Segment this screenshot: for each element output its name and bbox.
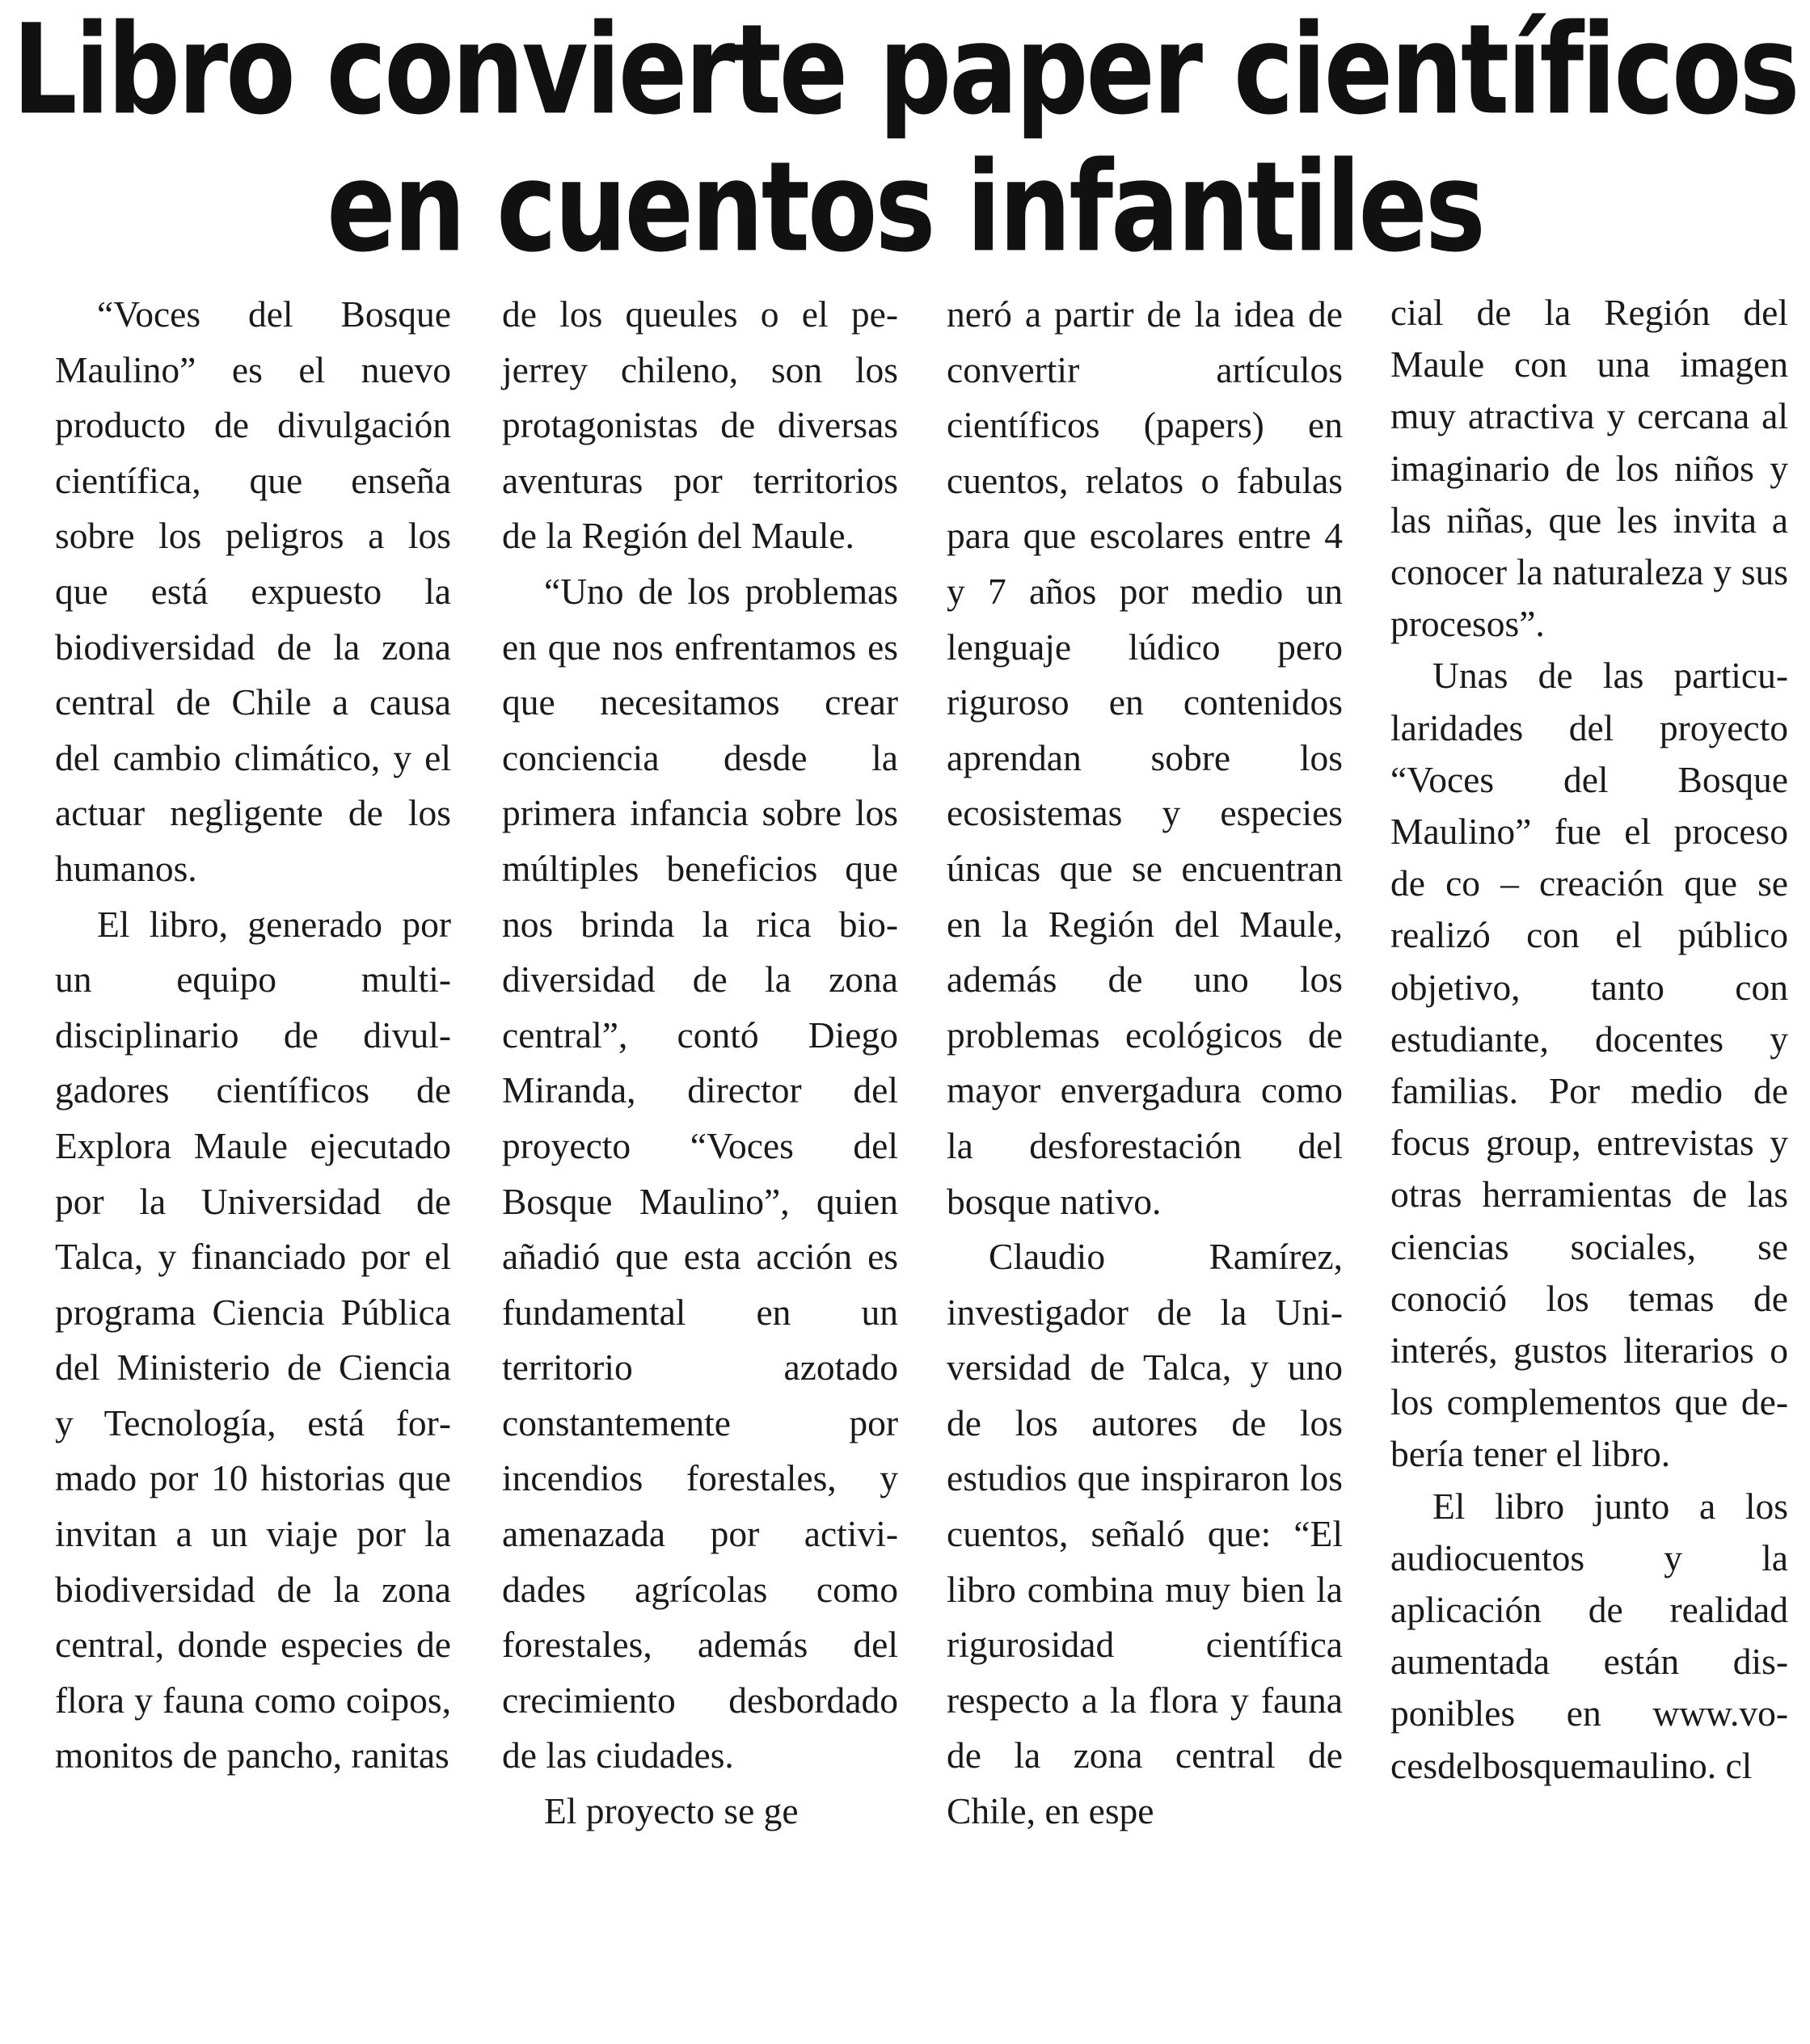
paragraph: El proyecto se ge <box>544 1790 799 1832</box>
paragraph: El libro, generado por un equipo multidisciplinario de divulgadores científicos de Explora Maule ejecutado por la Universidad de Talca, y financiado por el programa Ciencia Pública del Ministerio de Ciencia y Tecnología, está formado por 10 historias que invitan a un viaje por la biodiversidad de la zona central, donde especies de flora y fauna como coipos, monitos de pancho, ranitas <box>55 903 451 1776</box>
paragraph: Unas de las particularidades del proyecto “Voces del Bosque Maulino” fue el proceso de co – creación que se realizó con el público objetivo, tanto con estudiante, docentes y familias. Por medio de focus group, entrevistas y otras herramientas de las ciencias sociales, se conoció los temas de interés, gustos literarios o los complementos que debería tener el libro. <box>1390 655 1788 1475</box>
paragraph: de los queules o el pejerrey chileno, son los protagonistas de diversas aventuras por territorios de la Región del Maule. <box>502 293 898 557</box>
paragraph: El libro junto a los audiocuentos y la aplicación de realidad aumentada están disponibles en www.vocesdelbosquemaulino. cl <box>1390 1485 1788 1786</box>
paragraph: Claudio Ramírez, investigador de la Universidad de Talca, y uno de los autores de los estudios que inspiraron los cuentos, señaló que: “El libro combina muy bien la rigurosidad científica respecto a la flora y fauna de la zona central de Chile, en espe <box>947 1236 1343 1832</box>
column-1 <box>55 287 451 1784</box>
paragraph: cial de la Región del Maule con una imagen muy atractiva y cercana al imaginario de los niños y las niñas, que les invita a conocer la naturaleza y sus procesos”. <box>1390 292 1788 645</box>
column-3 <box>947 287 1343 1840</box>
article-body <box>55 287 1787 2025</box>
paragraph: neró a partir de la idea de convertir artículos científicos (papers) en cuentos, relatos o fabulas para que escolares entre 4 y 7 años por medio un lenguaje lúdico pero riguroso en contenidos aprendan sobre los ecosistemas y especies únicas que se encuentran en la Región del Maule, además de uno los problemas ecológicos de mayor envergadura como la desforestación del bosque nativo. <box>947 293 1343 1222</box>
column-2 <box>502 287 898 1840</box>
paragraph: “Uno de los problemas en que nos enfrentamos es que necesitamos crear conciencia desde la primera infancia sobre los múltiples beneficios que nos brinda la rica biodiversidad de la zona central”, contó Diego Miranda, director del proyecto “Voces del Bosque Maulino”, quien añadió que esta acción es fundamental en un territorio azotado constantemente por incendios forestales, y amenazada por actividades agrícolas como forestales, además del crecimiento desbordado de las ciudades. <box>502 570 898 1776</box>
headline <box>0 0 1810 280</box>
headline-line-2: en cuentos infantiles <box>327 134 1483 280</box>
paragraph: “Voces del Bosque Maulino” es el nuevo producto de divulgación científica, que enseña sobre los peligros a los que está expuesto la biodiversidad de la zona central de Chile a causa del cambio climático, y el actuar negligente de los humanos. <box>55 293 451 889</box>
column-4 <box>1390 287 1788 1792</box>
headline-line-1: Libro convierte paper científicos <box>12 0 1798 142</box>
